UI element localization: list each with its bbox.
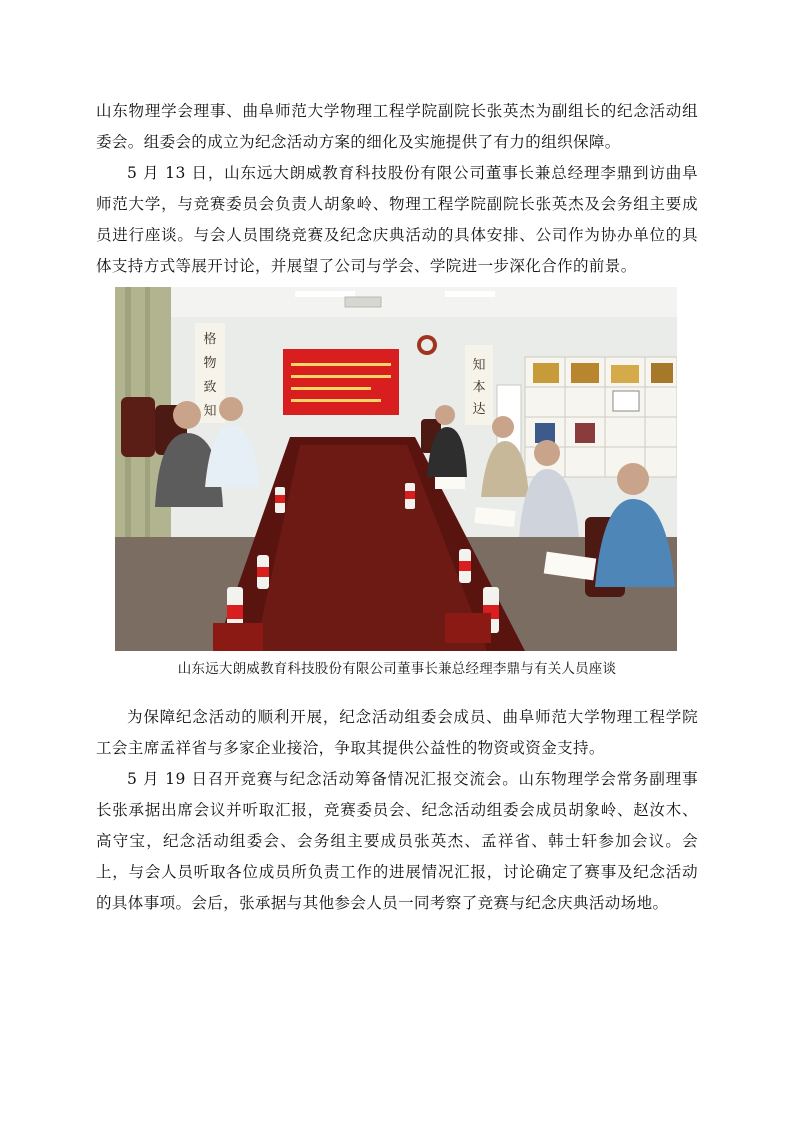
svg-text:知: 知 <box>203 404 217 419</box>
paragraph-3: 为保障纪念活动的顺利开展，纪念活动组委会成员、曲阜师范大学物理工程学院工会主席孟祥省与多家企业接洽，争取其提供公益性的物资或资金支持。 <box>96 708 698 757</box>
svg-text:本: 本 <box>472 380 486 395</box>
meeting-photo <box>115 287 677 651</box>
paragraph-4: 5 月 19 日召开竞赛与纪念活动筹备情况汇报交流会。山东物理学会常务副理事长张承据出席会议并听取汇报，竞赛委员会、纪念活动组委会成员胡象岭、赵汝木、高守宝，纪念活动组委会、会务组主要成员张英杰、孟祥省、韩士轩参加会议。会上，与会人员听取各位成员所负责工作的进展情况汇报，讨论确定了赛事及纪念活动的具体事项。会后，张承据与其他参会人员一同考察了竞赛与纪念庆典活动场地。 <box>96 770 698 912</box>
paragraph-1: 山东物理学会理事、曲阜师范大学物理工程学院副院长张英杰为副组长的纪念活动组委会。组委会的成立为纪念活动方案的细化及实施提供了有力的组织保障。 <box>96 102 698 151</box>
svg-text:物: 物 <box>203 356 217 371</box>
photo-caption: 山东远大朗威教育科技股份有限公司董事长兼总经理李鼎与有关人员座谈 <box>177 661 617 677</box>
svg-text:达: 达 <box>472 402 486 417</box>
svg-text:格: 格 <box>203 332 217 347</box>
svg-text:知: 知 <box>472 358 486 373</box>
svg-text:致: 致 <box>203 380 217 395</box>
paragraph-2: 5 月 13 日，山东远大朗威教育科技股份有限公司董事长兼总经理李鼎到访曲阜师范大学，与竞赛委员会负责人胡象岭、物理工程学院副院长张英杰及会务组主要成员进行座谈。与会人员围绕竞赛及纪念庆典活动的具体安排、公司作为协办单位的具体支持方式等展开讨论，并展望了公司与学会、学院进一步深化合作的前景。 <box>96 164 698 275</box>
